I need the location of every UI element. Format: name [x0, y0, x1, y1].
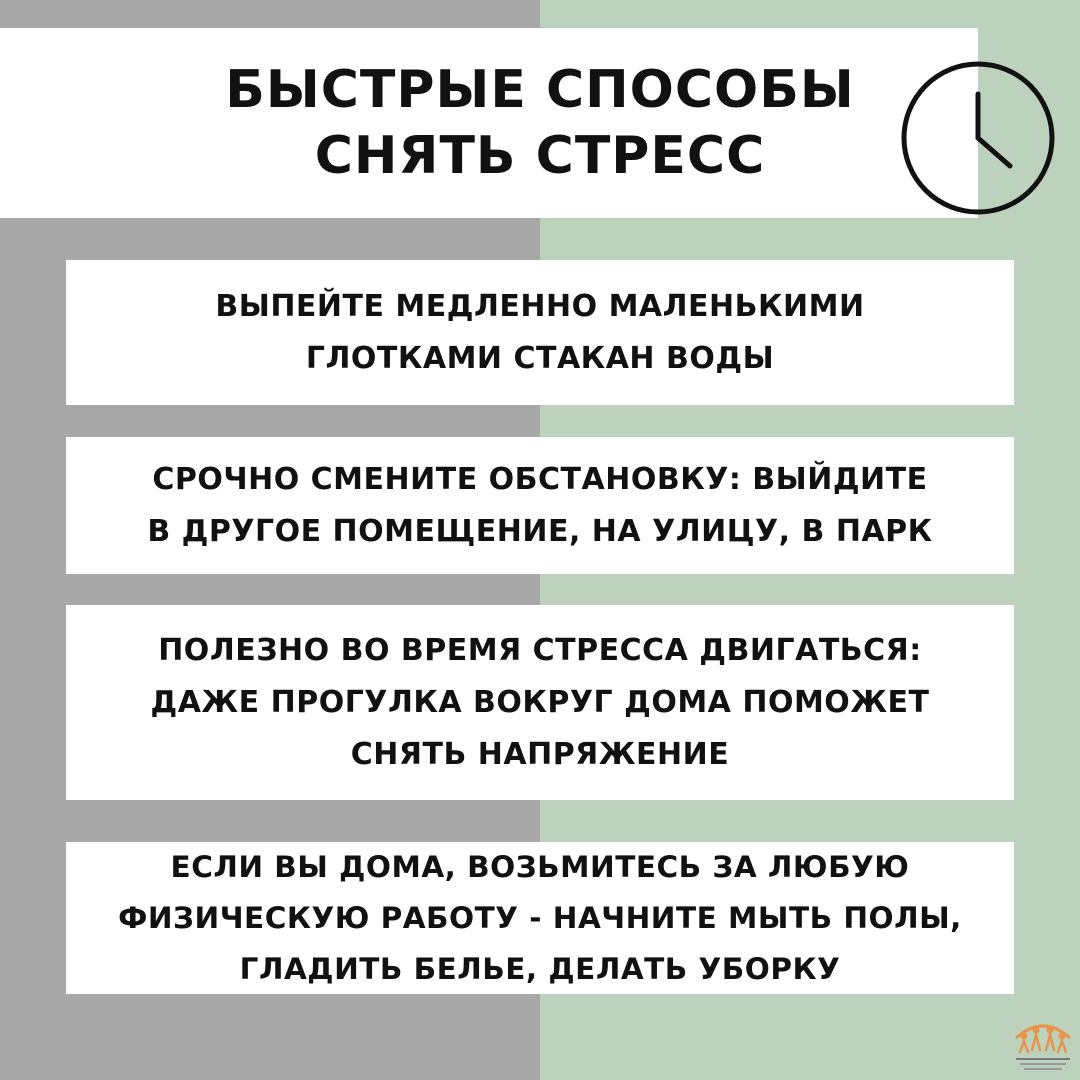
tip-2-line-1: СРОЧНО СМЕНИТЕ ОБСТАНОВКУ: ВЫЙДИТЕ: [152, 461, 928, 497]
tip-2-line-2: В ДРУГОЕ ПОМЕЩЕНИЕ, НА УЛИЦУ, В ПАРК: [147, 513, 933, 549]
tip-card-4: [66, 842, 1014, 994]
tip-card-1: [66, 260, 1014, 405]
tip-3-line-3: СНЯТЬ НАПРЯЖЕНИЕ: [350, 736, 730, 772]
tip-3-line-2: ДАЖЕ ПРОГУЛКА ВОКРУГ ДОМА ПОМОЖЕТ: [150, 684, 930, 720]
title-line-1: БЫСТРЫЕ СПОСОБЫ: [225, 60, 855, 120]
tip-3-line-1: ПОЛЕЗНО ВО ВРЕМЯ СТРЕССА ДВИГАТЬСЯ:: [158, 632, 922, 668]
title-line-2: СНЯТЬ СТРЕСС: [314, 126, 766, 186]
tip-4-line-2: ФИЗИЧЕСКУЮ РАБОТУ - НАЧНИТЕ МЫТЬ ПОЛЫ,: [118, 900, 962, 935]
tip-card-3: [66, 605, 1014, 800]
organization-logo: [1010, 1012, 1076, 1078]
tip-card-2: [66, 437, 1014, 574]
clock-icon: [898, 58, 1058, 218]
tip-1-line-2: ГЛОТКАМИ СТАКАН ВОДЫ: [305, 340, 775, 376]
tip-4-line-3: ГЛАДИТЬ БЕЛЬЕ, ДЕЛАТЬ УБОРКУ: [239, 951, 841, 986]
tip-1-line-1: ВЫПЕЙТЕ МЕДЛЕННО МАЛЕНЬКИМИ: [215, 288, 865, 324]
tip-4-line-1: ЕСЛИ ВЫ ДОМА, ВОЗЬМИТЕСЬ ЗА ЛЮБУЮ: [170, 849, 910, 884]
